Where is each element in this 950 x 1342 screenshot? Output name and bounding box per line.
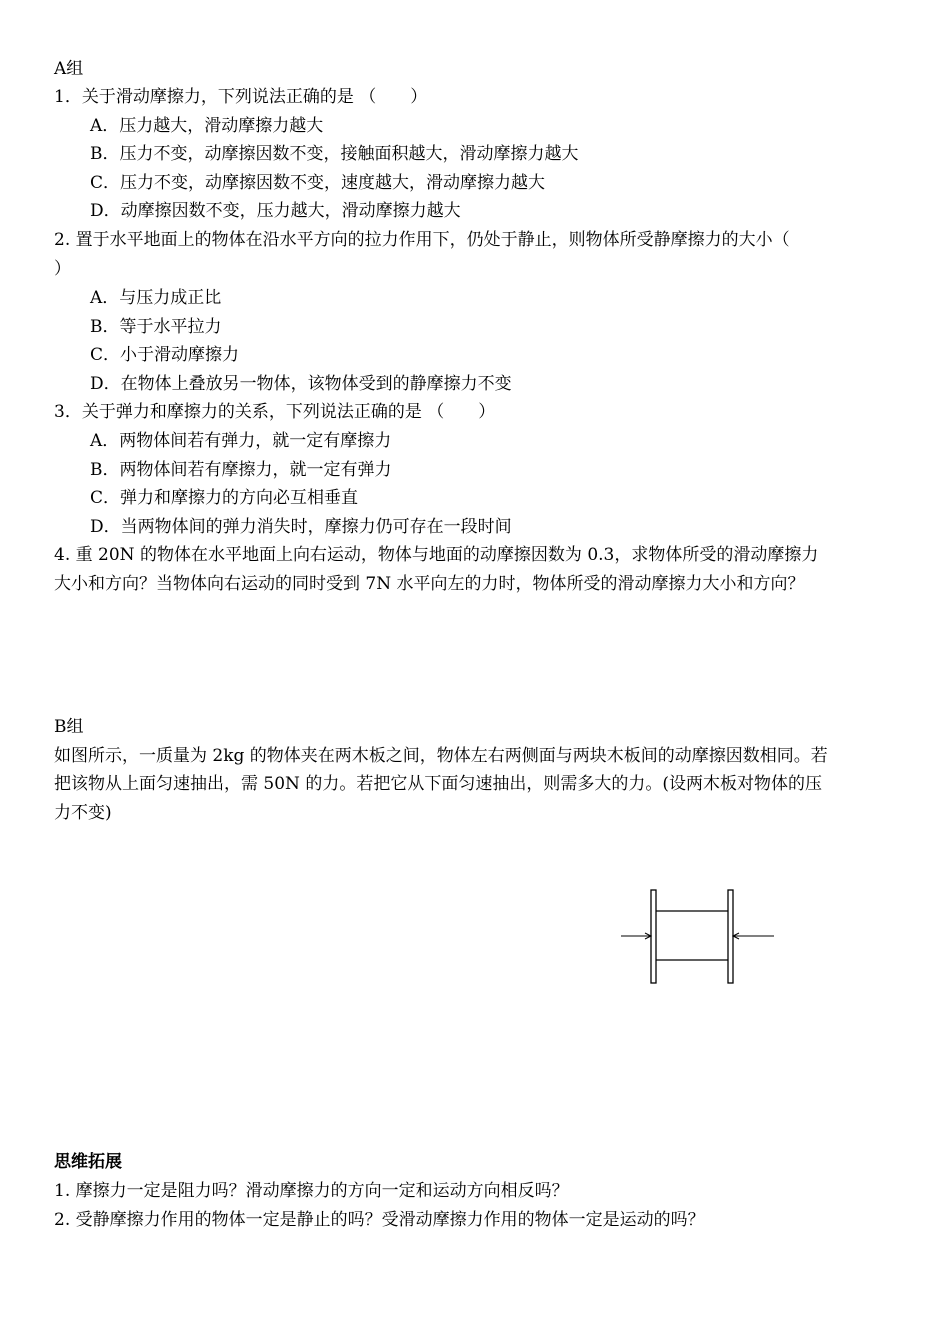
q4-line2: 大小和方向？当物体向右运动的同时受到 7N 水平向左的力时，物体所受的滑动摩擦力大小和方向？ [54, 574, 805, 594]
q2-stem-line2: ） [54, 259, 71, 279]
group-b-line1: 如图所示，一质量为 2kg 的物体夹在两木板之间，物体左右两侧面与两块木板间的动摩擦因数相同。若 [54, 746, 828, 766]
group-a-heading: A组 [54, 59, 84, 79]
q3-option-a: A．两物体间若有弹力，就一定有摩擦力 [90, 431, 392, 451]
q1-stem: 1．关于滑动摩擦力，下列说法正确的是 （ ） [54, 87, 428, 107]
q1-option-d: D．动摩擦因数不变，压力越大，滑动摩擦力越大 [90, 201, 461, 221]
q2-stem-line1: 2. 置于水平地面上的物体在沿水平方向的拉力作用下，仍处于静止，则物体所受静摩擦力的大小（ [54, 230, 790, 250]
group-b-line3: 力不变) [54, 803, 112, 823]
board-clamp-diagram-icon [615, 880, 785, 995]
group-b-heading: B组 [54, 717, 84, 737]
left-force-arrow-icon [621, 933, 651, 939]
q1-option-a: A．压力越大，滑动摩擦力越大 [90, 116, 324, 136]
q3-stem: 3．关于弹力和摩擦力的关系，下列说法正确的是 （ ） [54, 402, 496, 422]
q3-option-d: D．当两物体间的弹力消失时，摩擦力仍可存在一段时间 [90, 517, 512, 537]
q2-option-a: A．与压力成正比 [90, 288, 222, 308]
right-board [728, 890, 733, 983]
q2-option-c: C．小于滑动摩擦力 [90, 345, 240, 365]
left-board [651, 890, 656, 983]
extension-heading: 思维拓展 [54, 1152, 122, 1172]
extension-q2: 2. 受静摩擦力作用的物体一定是静止的吗？受滑动摩擦力作用的物体一定是运动的吗？ [54, 1210, 705, 1230]
right-force-arrow-icon [733, 933, 774, 939]
q1-option-c: C．压力不变，动摩擦因数不变，速度越大，滑动摩擦力越大 [90, 173, 546, 193]
extension-q1: 1. 摩擦力一定是阻力吗？滑动摩擦力的方向一定和运动方向相反吗？ [54, 1181, 569, 1201]
q2-option-b: B．等于水平拉力 [90, 317, 222, 337]
q3-option-b: B．两物体间若有摩擦力，就一定有弹力 [90, 460, 392, 480]
q3-option-c: C．弹力和摩擦力的方向必互相垂直 [90, 488, 359, 508]
q2-option-d: D．在物体上叠放另一物体，该物体受到的静摩擦力不变 [90, 374, 512, 394]
q1-option-b: B．压力不变，动摩擦因数不变，接触面积越大，滑动摩擦力越大 [90, 144, 579, 164]
group-b-line2: 把该物从上面匀速抽出，需 50N 的力。若把它从下面匀速抽出，则需多大的力。(设两木板对物体的压 [54, 774, 822, 794]
q4-line1: 4. 重 20N 的物体在水平地面上向右运动，物体与地面的动摩擦因数为 0.3，求物体所受的滑动摩擦力 [54, 545, 819, 565]
